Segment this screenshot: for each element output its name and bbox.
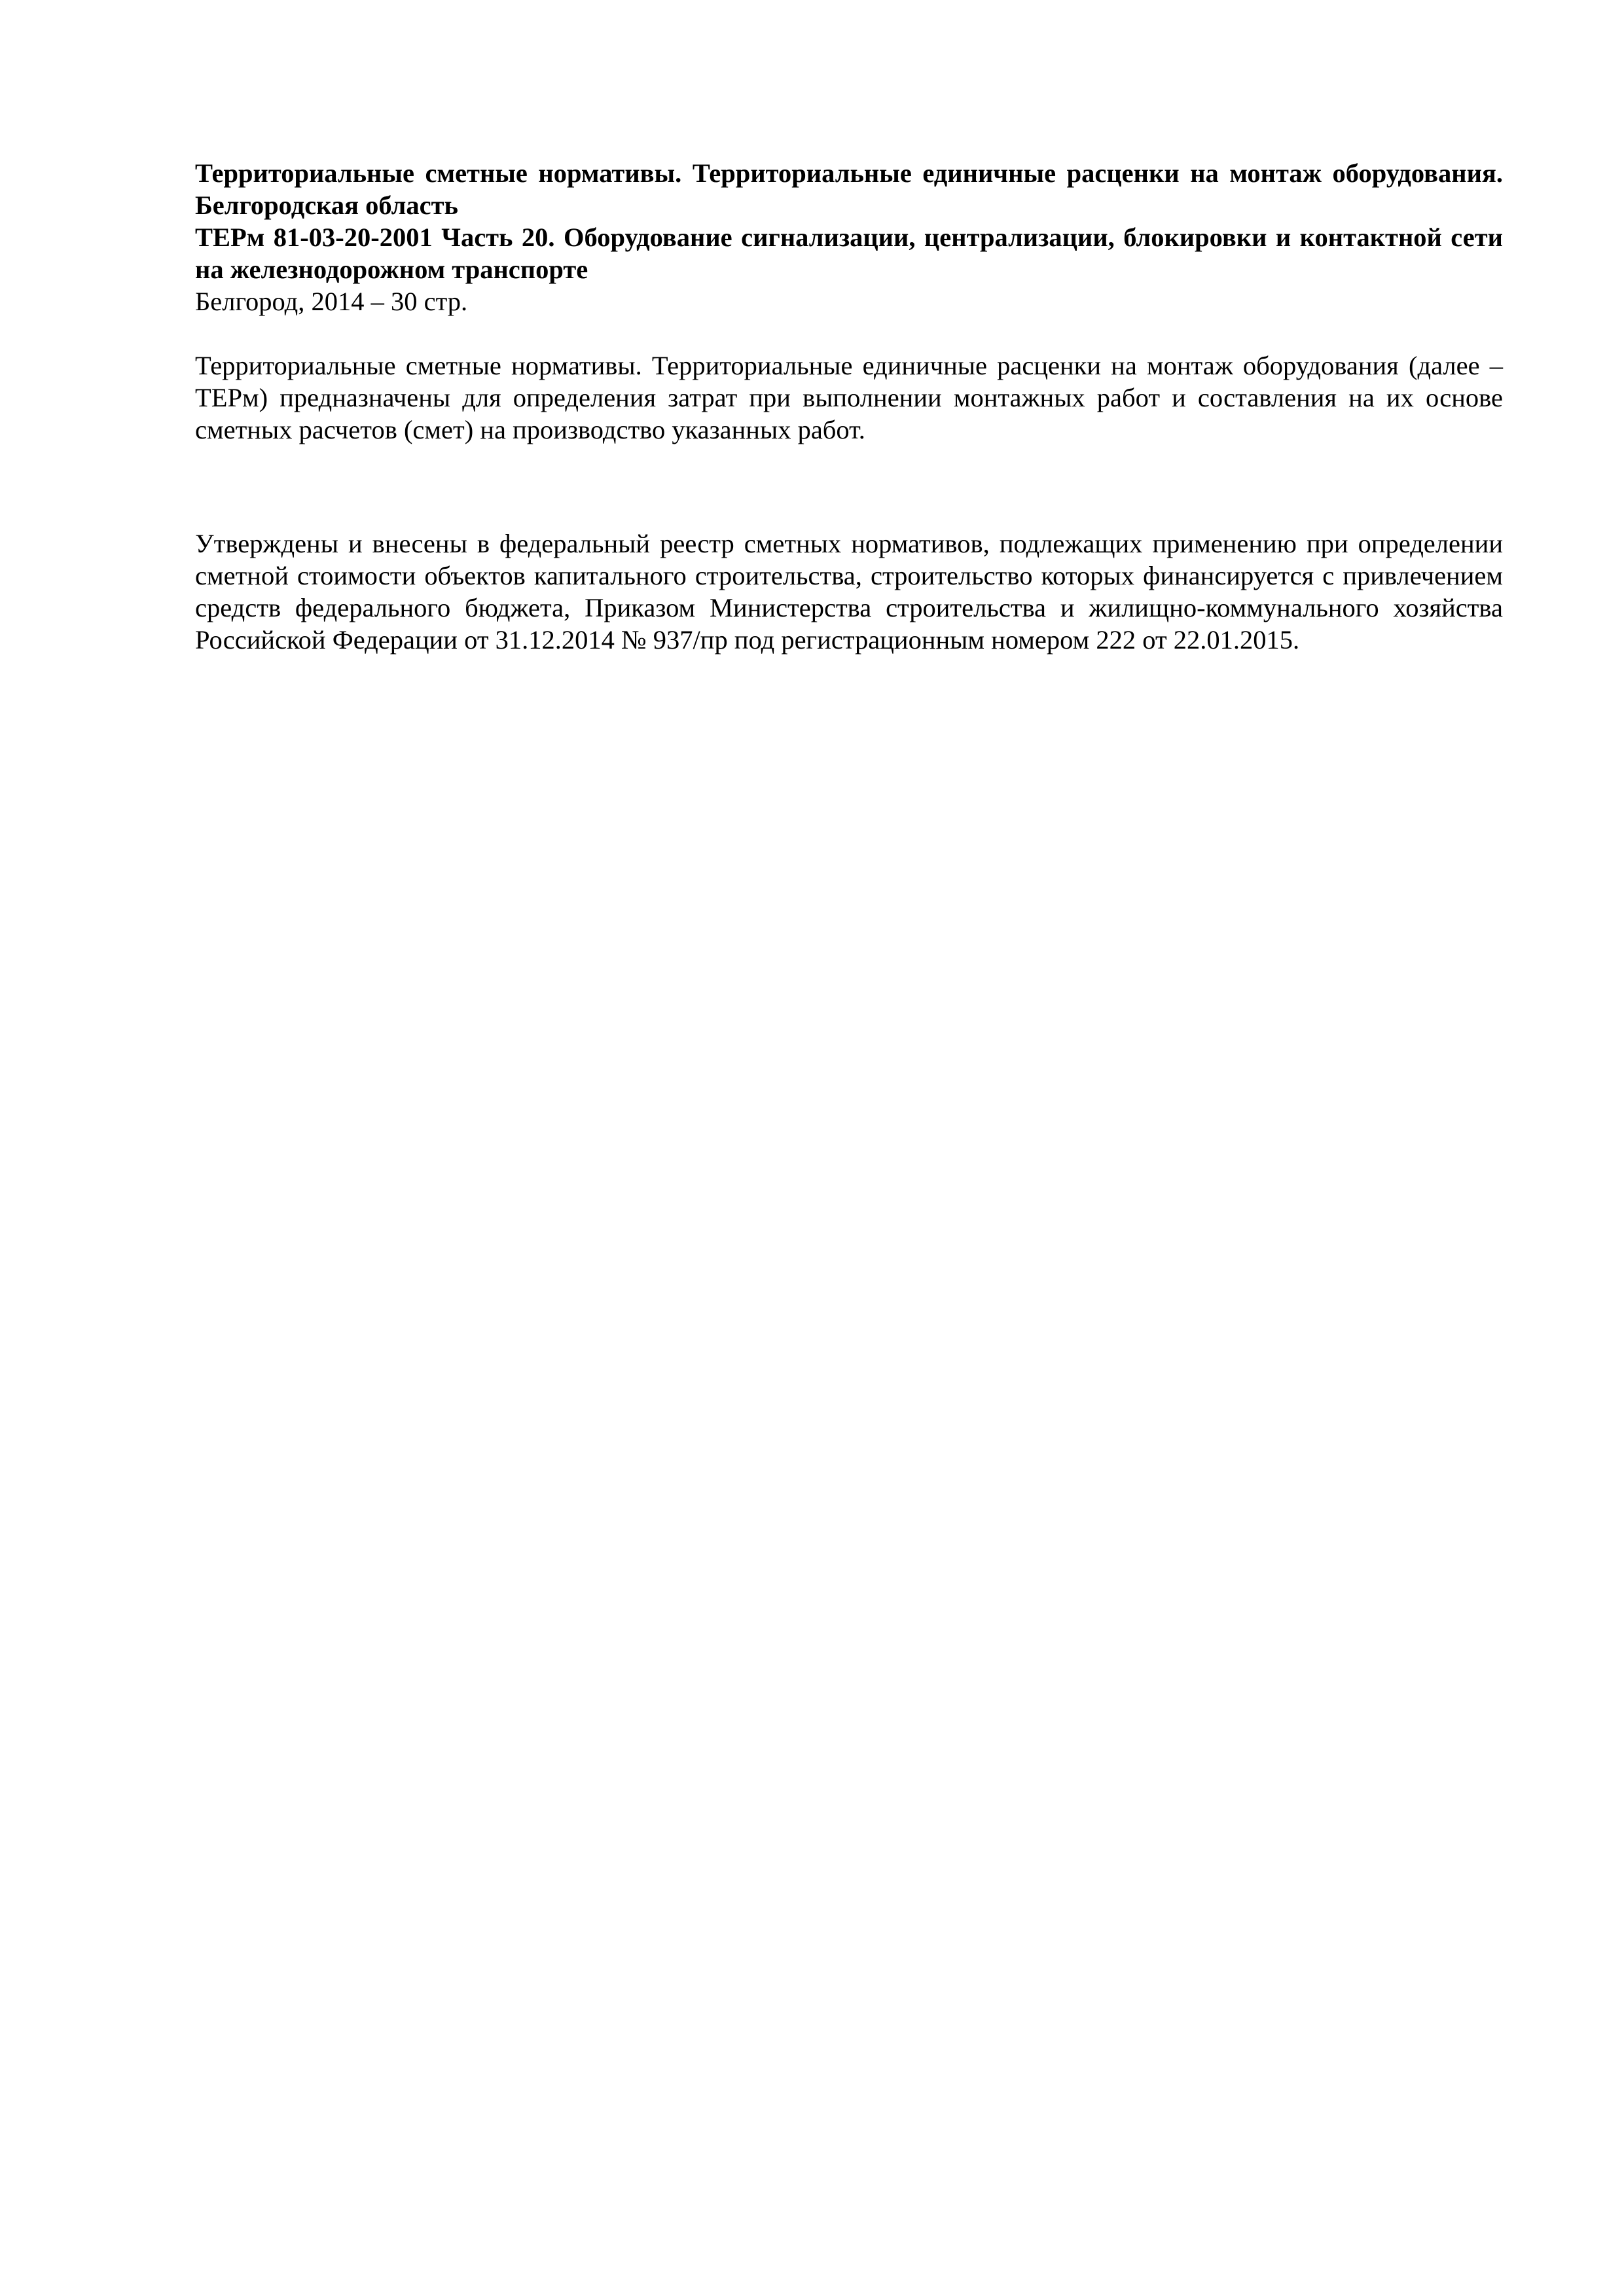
document-title: Территориальные сметные нормативы. Территориальные единичные расценки на монтаж оборудования. Белгородская область bbox=[195, 158, 1503, 220]
description-paragraph: Территориальные сметные нормативы. Территориальные единичные расценки на монтаж оборудования (далее – ТЕРм) предназначены для определения затрат при выполнении монтажных работ и составления на их основе сметных расчетов (смет) на производство указанных работ. bbox=[195, 351, 1503, 444]
document-imprint: Белгород, 2014 – 30 стр. bbox=[195, 287, 468, 316]
document-subtitle: ТЕРм 81-03-20-2001 Часть 20. Оборудование сигнализации, централизации, блокировки и контактной сети на железнодорожном транспорте bbox=[195, 223, 1503, 284]
document-body bbox=[195, 157, 1503, 656]
approval-paragraph: Утверждены и внесены в федеральный реестр сметных нормативов, подлежащих применению при определении сметной стоимости объектов капитального строительства, строительство которых финансируется с привлечением средств федерального бюджета, Приказом Министерства строительства и жилищно-коммунального хозяйства Российской Федерации от 31.12.2014 № 937/пр под регистрационным номером 222 от 22.01.2015. bbox=[195, 529, 1503, 655]
